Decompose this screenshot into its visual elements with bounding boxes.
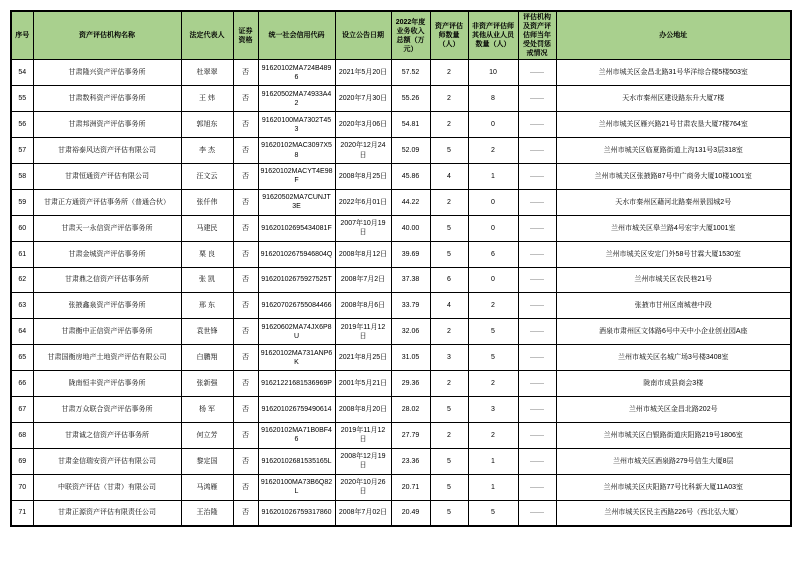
cell-legal-representative: 王治隆 <box>181 500 233 526</box>
header-row <box>11 11 791 60</box>
cell-row-number: 68 <box>11 422 33 448</box>
cell-legal-representative: 李 杰 <box>181 138 233 164</box>
cell-other-staff-count: 8 <box>468 86 518 112</box>
cell-2022-income: 45.86 <box>391 164 430 190</box>
cell-credit-code: 91621221681536969P <box>258 371 335 397</box>
cell-establishment-date: 2007年10月19日 <box>335 215 391 241</box>
cell-2022-income: 28.02 <box>391 397 430 423</box>
table-row <box>11 60 791 86</box>
table-row <box>11 319 791 345</box>
cell-row-number: 70 <box>11 474 33 500</box>
cell-appraiser-count: 3 <box>430 345 468 371</box>
cell-appraiser-count: 5 <box>430 215 468 241</box>
cell-office-address: 兰州市城关区民主西路226号（西北弘大厦） <box>556 500 791 526</box>
cell-other-staff-count: 2 <box>468 138 518 164</box>
cell-institution-name: 甘肃正源资产评估有限责任公司 <box>33 500 181 526</box>
cell-appraiser-count: 5 <box>430 474 468 500</box>
cell-row-number: 57 <box>11 138 33 164</box>
cell-row-number: 56 <box>11 112 33 138</box>
column-header-penalty: 评估机构及资产评估师当年受处罚惩戒情况 <box>518 11 556 60</box>
cell-penalty-status: —— <box>518 397 556 423</box>
cell-other-staff-count: 1 <box>468 448 518 474</box>
cell-penalty-status: —— <box>518 422 556 448</box>
cell-establishment-date: 2019年11月12日 <box>335 319 391 345</box>
cell-credit-code: 91620102MA724B4896 <box>258 60 335 86</box>
cell-establishment-date: 2020年12月24日 <box>335 138 391 164</box>
cell-other-staff-count: 3 <box>468 397 518 423</box>
cell-2022-income: 27.79 <box>391 422 430 448</box>
cell-credit-code: 91620502MA7CUNJT3E <box>258 189 335 215</box>
cell-institution-name: 甘肃数科资产评估事务所 <box>33 86 181 112</box>
cell-office-address: 兰州市城关区皋兰路4号宏宇大厦1001室 <box>556 215 791 241</box>
cell-credit-code: 91620102MA731ANP6K <box>258 345 335 371</box>
table-row <box>11 422 791 448</box>
cell-securities-qualification: 否 <box>233 86 258 112</box>
table-row <box>11 474 791 500</box>
cell-securities-qualification: 否 <box>233 241 258 267</box>
cell-penalty-status: —— <box>518 60 556 86</box>
cell-establishment-date: 2020年7月30日 <box>335 86 391 112</box>
cell-other-staff-count: 5 <box>468 500 518 526</box>
cell-securities-qualification: 否 <box>233 189 258 215</box>
cell-securities-qualification: 否 <box>233 60 258 86</box>
cell-securities-qualification: 否 <box>233 293 258 319</box>
cell-establishment-date: 2008年7月2日 <box>335 267 391 293</box>
cell-2022-income: 20.71 <box>391 474 430 500</box>
cell-appraiser-count: 2 <box>430 319 468 345</box>
cell-row-number: 59 <box>11 189 33 215</box>
cell-securities-qualification: 否 <box>233 319 258 345</box>
table-row <box>11 112 791 138</box>
table-body <box>11 60 791 526</box>
cell-securities-qualification: 否 <box>233 371 258 397</box>
cell-2022-income: 57.52 <box>391 60 430 86</box>
table-row <box>11 397 791 423</box>
cell-2022-income: 54.81 <box>391 112 430 138</box>
cell-row-number: 61 <box>11 241 33 267</box>
cell-penalty-status: —— <box>518 319 556 345</box>
cell-institution-name: 甘肃鼎之信资产评估事务所 <box>33 267 181 293</box>
cell-2022-income: 55.26 <box>391 86 430 112</box>
column-header-date: 设立公告日期 <box>335 11 391 60</box>
cell-office-address: 天水市秦州区藉河北路秦州景园城2号 <box>556 189 791 215</box>
table-row <box>11 189 791 215</box>
column-header-code: 统一社会信用代码 <box>258 11 335 60</box>
cell-penalty-status: —— <box>518 86 556 112</box>
cell-credit-code: 91620100MA7302T453 <box>258 112 335 138</box>
table-row <box>11 215 791 241</box>
table-row <box>11 86 791 112</box>
cell-penalty-status: —— <box>518 500 556 526</box>
cell-2022-income: 20.49 <box>391 500 430 526</box>
cell-securities-qualification: 否 <box>233 397 258 423</box>
cell-2022-income: 32.06 <box>391 319 430 345</box>
cell-penalty-status: —— <box>518 267 556 293</box>
cell-establishment-date: 2022年6月01日 <box>335 189 391 215</box>
cell-institution-name: 甘肃隆兴资产评估事务所 <box>33 60 181 86</box>
cell-securities-qualification: 否 <box>233 215 258 241</box>
cell-row-number: 71 <box>11 500 33 526</box>
column-header-income: 2022年度业务收入总额（万元） <box>391 11 430 60</box>
cell-institution-name: 甘肃金城资产评估事务所 <box>33 241 181 267</box>
cell-legal-representative: 王 炜 <box>181 86 233 112</box>
cell-2022-income: 23.36 <box>391 448 430 474</box>
cell-establishment-date: 2008年7月02日 <box>335 500 391 526</box>
cell-appraiser-count: 4 <box>430 293 468 319</box>
cell-legal-representative: 白鹏翔 <box>181 345 233 371</box>
cell-office-address: 酒泉市肃州区文体路6号中天中小企业创业园A座 <box>556 319 791 345</box>
cell-appraiser-count: 5 <box>430 500 468 526</box>
cell-office-address: 天水市秦州区建设路东升大厦7楼 <box>556 86 791 112</box>
cell-securities-qualification: 否 <box>233 474 258 500</box>
cell-2022-income: 40.00 <box>391 215 430 241</box>
cell-institution-name: 甘肃金信瑞安资产评估有限公司 <box>33 448 181 474</box>
cell-institution-name: 甘肃衡中正信资产评估事务所 <box>33 319 181 345</box>
cell-legal-representative: 郭旭东 <box>181 112 233 138</box>
cell-row-number: 62 <box>11 267 33 293</box>
cell-securities-qualification: 否 <box>233 112 258 138</box>
table-row <box>11 293 791 319</box>
cell-establishment-date: 2019年11月12日 <box>335 422 391 448</box>
cell-2022-income: 31.05 <box>391 345 430 371</box>
cell-credit-code: 91620102681535165L <box>258 448 335 474</box>
cell-appraiser-count: 5 <box>430 138 468 164</box>
cell-penalty-status: —— <box>518 293 556 319</box>
column-header-name: 资产评估机构名称 <box>33 11 181 60</box>
table-row <box>11 138 791 164</box>
cell-institution-name: 甘肃万众联合资产评估事务所 <box>33 397 181 423</box>
cell-appraiser-count: 2 <box>430 189 468 215</box>
cell-other-staff-count: 1 <box>468 164 518 190</box>
cell-credit-code: 91620102MACYT4E98F <box>258 164 335 190</box>
cell-penalty-status: —— <box>518 164 556 190</box>
cell-establishment-date: 2021年5月20日 <box>335 60 391 86</box>
cell-office-address: 兰州市城关区安定门外58号甘霖大厦1530室 <box>556 241 791 267</box>
cell-establishment-date: 2020年3月06日 <box>335 112 391 138</box>
cell-other-staff-count: 10 <box>468 60 518 86</box>
cell-other-staff-count: 2 <box>468 422 518 448</box>
cell-securities-qualification: 否 <box>233 164 258 190</box>
cell-institution-name: 陇南恒丰资产评估事务所 <box>33 371 181 397</box>
cell-securities-qualification: 否 <box>233 345 258 371</box>
cell-2022-income: 44.22 <box>391 189 430 215</box>
cell-other-staff-count: 0 <box>468 189 518 215</box>
cell-office-address: 兰州市城关区名城广场3号楼3408室 <box>556 345 791 371</box>
cell-credit-code: 91620102675927525T <box>258 267 335 293</box>
cell-institution-name: 张掖鑫泉资产评估事务所 <box>33 293 181 319</box>
cell-penalty-status: —— <box>518 189 556 215</box>
cell-office-address: 陇南市成县商会3楼 <box>556 371 791 397</box>
cell-institution-name: 甘肃天一永信资产评估事务所 <box>33 215 181 241</box>
cell-credit-code: 91620502MA74933A42 <box>258 86 335 112</box>
cell-penalty-status: —— <box>518 138 556 164</box>
cell-other-staff-count: 5 <box>468 345 518 371</box>
cell-institution-name: 甘肃邦洲资产评估事务所 <box>33 112 181 138</box>
cell-2022-income: 52.09 <box>391 138 430 164</box>
cell-appraiser-count: 4 <box>430 164 468 190</box>
column-header-no: 序号 <box>11 11 33 60</box>
cell-other-staff-count: 1 <box>468 474 518 500</box>
cell-other-staff-count: 2 <box>468 371 518 397</box>
cell-institution-name: 甘肃国衡房地产土地资产评估有限公司 <box>33 345 181 371</box>
table-row <box>11 241 791 267</box>
cell-credit-code: 916201026759317860 <box>258 500 335 526</box>
column-header-sec: 证券资格 <box>233 11 258 60</box>
cell-row-number: 69 <box>11 448 33 474</box>
cell-other-staff-count: 5 <box>468 319 518 345</box>
table-row <box>11 345 791 371</box>
cell-credit-code: 916201026759490614 <box>258 397 335 423</box>
column-header-rep: 法定代表人 <box>181 11 233 60</box>
cell-legal-representative: 栗 良 <box>181 241 233 267</box>
cell-penalty-status: —— <box>518 241 556 267</box>
cell-row-number: 67 <box>11 397 33 423</box>
cell-institution-name: 中联资产评估（甘肃）有限公司 <box>33 474 181 500</box>
cell-establishment-date: 2008年12月19日 <box>335 448 391 474</box>
cell-appraiser-count: 2 <box>430 112 468 138</box>
cell-establishment-date: 2008年8月20日 <box>335 397 391 423</box>
cell-establishment-date: 2021年8月25日 <box>335 345 391 371</box>
cell-appraiser-count: 5 <box>430 397 468 423</box>
cell-appraiser-count: 6 <box>430 267 468 293</box>
cell-securities-qualification: 否 <box>233 448 258 474</box>
cell-legal-representative: 马鸿雁 <box>181 474 233 500</box>
cell-institution-name: 甘肃诚之信资产评估事务所 <box>33 422 181 448</box>
column-header-appraisers: 资产评估师数量（人） <box>430 11 468 60</box>
cell-penalty-status: —— <box>518 448 556 474</box>
cell-2022-income: 33.79 <box>391 293 430 319</box>
table-row <box>11 164 791 190</box>
cell-securities-qualification: 否 <box>233 422 258 448</box>
cell-institution-name: 甘肃正方通资产评估事务所（普通合伙） <box>33 189 181 215</box>
cell-legal-representative: 邢 东 <box>181 293 233 319</box>
cell-other-staff-count: 0 <box>468 215 518 241</box>
cell-securities-qualification: 否 <box>233 267 258 293</box>
cell-appraiser-count: 2 <box>430 60 468 86</box>
table-row <box>11 371 791 397</box>
cell-row-number: 54 <box>11 60 33 86</box>
cell-office-address: 兰州市城关区临夏路街道上沟131号3层318室 <box>556 138 791 164</box>
column-header-staff: 非资产评估师其他从业人员数量（人） <box>468 11 518 60</box>
cell-office-address: 兰州市城关区金昌北路31号华洋综合楼5楼503室 <box>556 60 791 86</box>
cell-appraiser-count: 5 <box>430 241 468 267</box>
cell-legal-representative: 马建民 <box>181 215 233 241</box>
cell-other-staff-count: 6 <box>468 241 518 267</box>
cell-legal-representative: 杨 军 <box>181 397 233 423</box>
cell-row-number: 55 <box>11 86 33 112</box>
cell-establishment-date: 2020年10月26日 <box>335 474 391 500</box>
cell-establishment-date: 2008年8月6日 <box>335 293 391 319</box>
cell-penalty-status: —— <box>518 345 556 371</box>
table-row <box>11 448 791 474</box>
cell-institution-name: 甘肃恒通资产评估有限公司 <box>33 164 181 190</box>
cell-2022-income: 39.69 <box>391 241 430 267</box>
cell-securities-qualification: 否 <box>233 500 258 526</box>
cell-credit-code: 91620602MA74JX6P8U <box>258 319 335 345</box>
cell-appraiser-count: 2 <box>430 422 468 448</box>
cell-legal-representative: 张 凯 <box>181 267 233 293</box>
cell-office-address: 兰州市城关区庆阳路77号比科新大厦11A03室 <box>556 474 791 500</box>
cell-credit-code: 91620102MA71B0BF46 <box>258 422 335 448</box>
cell-establishment-date: 2008年8月25日 <box>335 164 391 190</box>
cell-other-staff-count: 0 <box>468 112 518 138</box>
cell-credit-code: 916207026755084466 <box>258 293 335 319</box>
cell-credit-code: 91620100MA73B6Q82L <box>258 474 335 500</box>
cell-row-number: 66 <box>11 371 33 397</box>
cell-office-address: 兰州市城关区张掖路87号中广商务大厦10楼1001室 <box>556 164 791 190</box>
cell-row-number: 58 <box>11 164 33 190</box>
cell-establishment-date: 2001年5月21日 <box>335 371 391 397</box>
table-row <box>11 267 791 293</box>
cell-office-address: 兰州市城关区农民巷21号 <box>556 267 791 293</box>
cell-office-address: 兰州市城关区雁兴路21号甘肃农垦大厦7楼764室 <box>556 112 791 138</box>
cell-legal-representative: 汪文云 <box>181 164 233 190</box>
cell-office-address: 兰州市城关区白银路街道庆阳路219号1806室 <box>556 422 791 448</box>
cell-credit-code: 91620102695434081F <box>258 215 335 241</box>
cell-legal-representative: 张新强 <box>181 371 233 397</box>
cell-penalty-status: —— <box>518 371 556 397</box>
cell-legal-representative: 杜翠翠 <box>181 60 233 86</box>
cell-row-number: 60 <box>11 215 33 241</box>
appraisal-institutions-table <box>10 10 792 527</box>
cell-2022-income: 29.36 <box>391 371 430 397</box>
cell-credit-code: 91620102675946804Q <box>258 241 335 267</box>
cell-row-number: 64 <box>11 319 33 345</box>
cell-office-address: 张掖市甘州区南城巷中段 <box>556 293 791 319</box>
cell-appraiser-count: 5 <box>430 448 468 474</box>
cell-credit-code: 91620102MAC3097X58 <box>258 138 335 164</box>
cell-establishment-date: 2008年8月12日 <box>335 241 391 267</box>
cell-penalty-status: —— <box>518 112 556 138</box>
cell-office-address: 兰州市城关区酒泉路279号信生大厦8层 <box>556 448 791 474</box>
cell-office-address: 兰州市城关区金昌北路202号 <box>556 397 791 423</box>
cell-institution-name: 甘肃裕泰风达资产评估有限公司 <box>33 138 181 164</box>
cell-appraiser-count: 2 <box>430 86 468 112</box>
cell-securities-qualification: 否 <box>233 138 258 164</box>
table-row <box>11 500 791 526</box>
cell-penalty-status: —— <box>518 215 556 241</box>
cell-other-staff-count: 0 <box>468 267 518 293</box>
cell-penalty-status: —— <box>518 474 556 500</box>
column-header-address: 办公地址 <box>556 11 791 60</box>
cell-2022-income: 37.38 <box>391 267 430 293</box>
cell-appraiser-count: 2 <box>430 371 468 397</box>
cell-row-number: 65 <box>11 345 33 371</box>
cell-other-staff-count: 2 <box>468 293 518 319</box>
cell-row-number: 63 <box>11 293 33 319</box>
cell-legal-representative: 何立芳 <box>181 422 233 448</box>
appraisal-institutions-sheet <box>10 10 790 527</box>
cell-legal-representative: 袁世锋 <box>181 319 233 345</box>
cell-legal-representative: 黎定国 <box>181 448 233 474</box>
cell-legal-representative: 张仟伟 <box>181 189 233 215</box>
